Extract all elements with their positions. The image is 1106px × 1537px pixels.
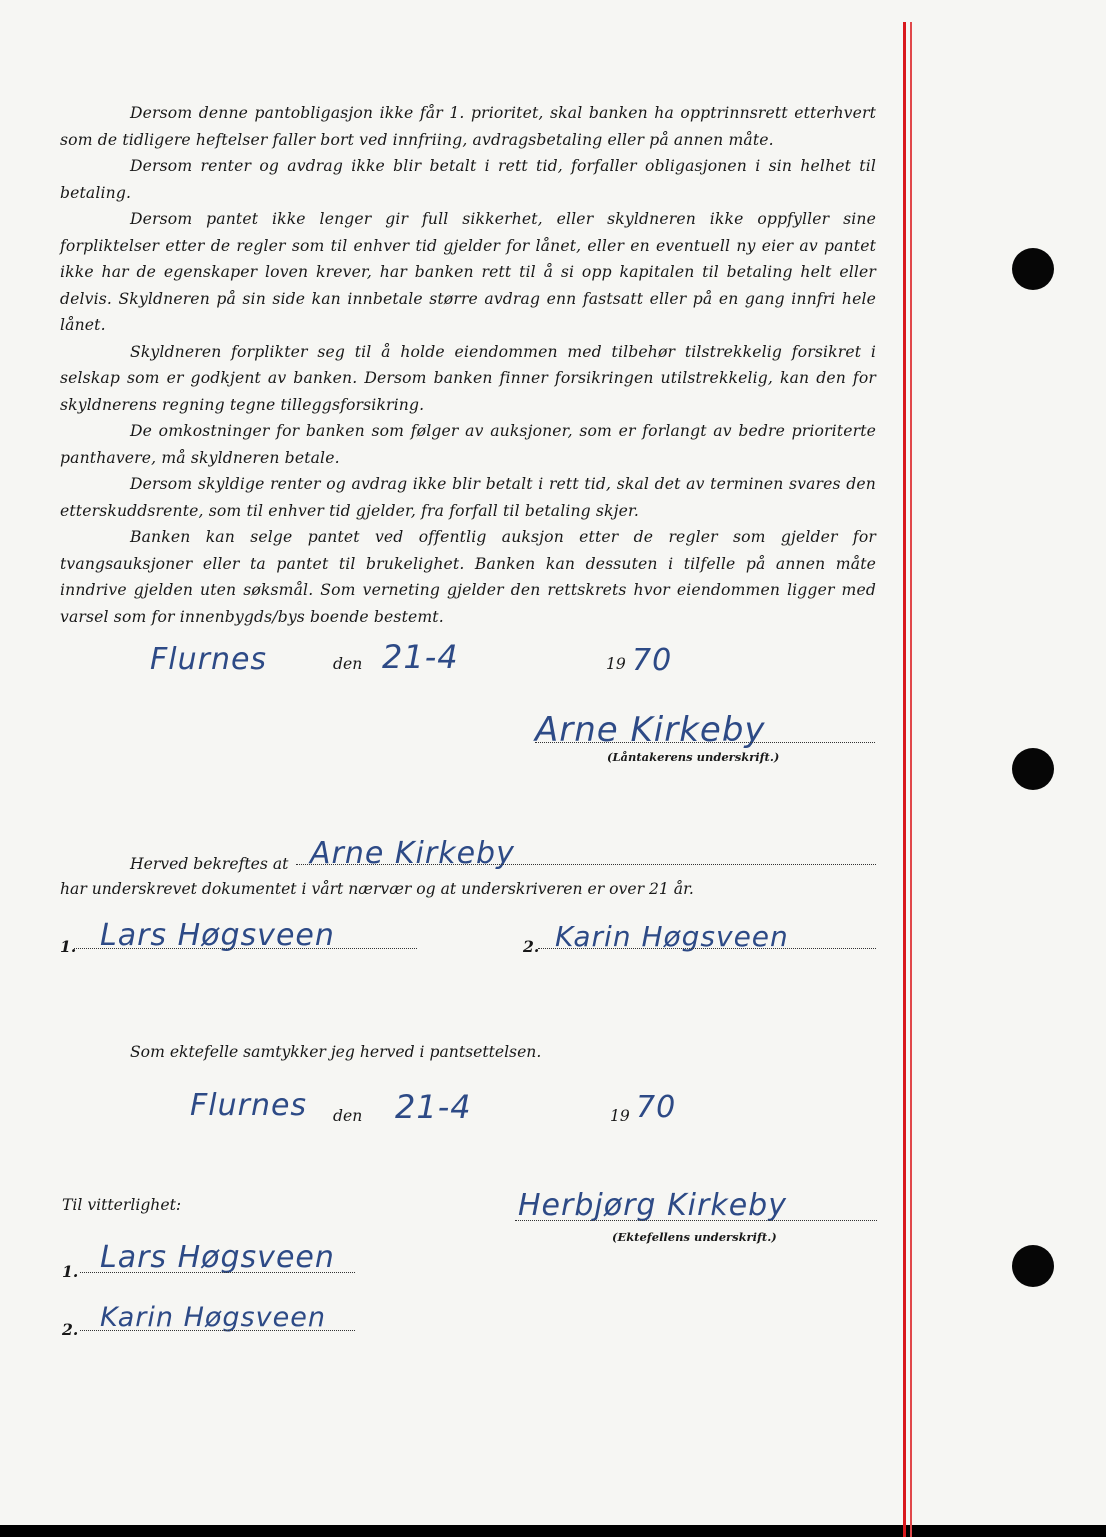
year-handwritten: 70 xyxy=(632,643,673,678)
terms-text xyxy=(60,100,876,630)
spouse-place-handwritten: Flurnes xyxy=(190,1088,308,1123)
name-line xyxy=(296,864,876,865)
spouse-year-prefix: 19 xyxy=(610,1107,630,1125)
terms-paragraph: Dersom pantet ikke lenger gir full sikkerhet, eller skyldneren ikke oppfyller sine forpliktelser etter de regler som til enhver tid gjelder for lånet, eller en eventuell ny eier av pantet ikke har de egenskaper loven krever, har banken rett til å si opp kapitalen til betaling helt eller delvis. Skyldneren på sin side kan innbetale større avdrag enn fastsatt eller på en gang innfri hele lånet. xyxy=(60,210,876,334)
spouse-witness1-signature: Lars Høgsveen xyxy=(100,1240,335,1275)
witness1-signature: Lars Høgsveen xyxy=(100,918,335,953)
spouse-witness2-number: 2. xyxy=(62,1320,79,1339)
spouse-signature: Herbjørg Kirkeby xyxy=(518,1188,787,1223)
spouse-year-handwritten: 70 xyxy=(636,1090,677,1125)
witness1-number: 1. xyxy=(60,937,77,956)
date-handwritten: 21-4 xyxy=(382,638,459,676)
terms-paragraph: De omkostninger for banken som følger av auksjoner, som er forlangt av bedre prioriterte panthavere, må skyldneren betale. xyxy=(60,422,876,467)
spouse-den-label: den xyxy=(333,1107,363,1125)
signature-line xyxy=(535,742,875,743)
den-label: den xyxy=(333,655,363,673)
witness-heading: Til vitterlighet: xyxy=(62,1196,182,1214)
spouse-consent-text: Som ektefelle samtykker jeg herved i pantsettelsen. xyxy=(130,1043,542,1061)
witness2-line xyxy=(538,948,876,949)
spouse-witness1-line xyxy=(80,1272,355,1273)
borrower-signature: Arne Kirkeby xyxy=(535,710,766,750)
spouse-date-handwritten: 21-4 xyxy=(395,1088,472,1126)
witness2-signature: Karin Høgsveen xyxy=(555,920,789,953)
red-margin-line-inner xyxy=(910,22,912,1537)
punch-hole-middle xyxy=(1012,748,1054,790)
terms-paragraph: Dersom denne pantobligasjon ikke får 1. prioritet, skal banken ha opptrinnsrett etterhvert som de tidligere heftelser faller bort ved innfriing, avdragsbetaling eller på annen måte. xyxy=(60,104,876,149)
terms-paragraph: Skyldneren forplikter seg til å holde eiendommen med tilbehør tilstrekkelig forsikret i selskap som er godkjent av banken. Dersom banken finner forsikringen utilstrekkelig, kan den for skyldnerens regning tegne tilleggsforsikring. xyxy=(60,342,876,414)
borrower-signature-caption: (Låntakerens underskrift.) xyxy=(607,750,780,764)
place-handwritten: Flurnes xyxy=(150,642,268,677)
terms-paragraph: Dersom renter og avdrag ikke blir betalt i rett tid, forfaller obligasjonen i sin helhet til betaling. xyxy=(60,157,876,202)
spouse-signature-line xyxy=(515,1220,877,1221)
terms-paragraph: Dersom skyldige renter og avdrag ikke blir betalt i rett tid, skal det av terminen svares den etterskuddsrente, som til enhver tid gjelder, fra forfall til betaling skjer. xyxy=(60,475,876,520)
witness1-line xyxy=(74,948,417,949)
year-prefix: 19 xyxy=(606,655,626,673)
spouse-witness2-signature: Karin Høgsveen xyxy=(100,1302,326,1333)
spouse-witness1-number: 1. xyxy=(62,1262,79,1281)
scan-border xyxy=(0,1525,1106,1537)
confirmation-name: Arne Kirkeby xyxy=(310,836,515,871)
terms-paragraph: Banken kan selge pantet ved offentlig auksjon etter de regler som gjelder for tvangsauksjoner eller ta pantet til brukelighet. Banken kan dessuten i tilfelle på annen måte inndrive gjelden uten søksmål. Som verneting gjelder den rettskrets hvor eiendommen ligger med varsel som for innenbygds/bys boende bestemt. xyxy=(60,528,876,626)
spouse-signature-caption: (Ektefellens underskrift.) xyxy=(612,1230,777,1244)
confirmation-text: har underskrevet dokumentet i vårt nærvær og at underskriveren er over 21 år. xyxy=(60,880,694,898)
punch-hole-top xyxy=(1012,248,1054,290)
red-margin-line xyxy=(903,22,906,1537)
punch-hole-bottom xyxy=(1012,1245,1054,1287)
spouse-witness2-line xyxy=(80,1330,355,1331)
confirmation-prefix: Herved bekreftes at xyxy=(130,855,289,873)
witness2-number: 2. xyxy=(523,937,540,956)
